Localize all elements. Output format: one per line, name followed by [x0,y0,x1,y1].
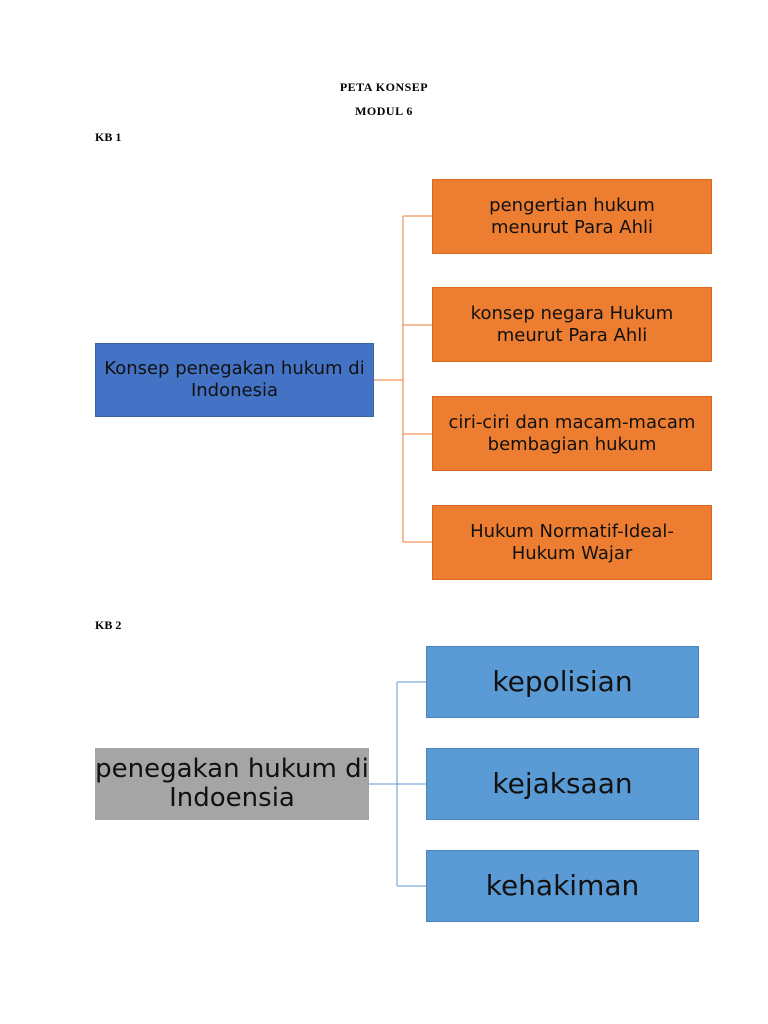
kb2-node-1 [426,646,699,718]
kb1-node-3 [432,396,712,471]
kb1-node-4 [432,505,712,580]
kb1-node-text: pengertian hukum menurut Para Ahli [489,194,655,238]
kb2-node-text: kepolisian [492,665,633,699]
kb2-node-3 [426,850,699,922]
kb2-label: KB 2 [95,618,122,632]
kb1-node-text: Hukum Normatif-Ideal-Hukum Wajar [470,520,674,564]
kb2-main-text: penegakan hukum di Indoensia [95,753,369,813]
kb1-label: KB 1 [95,130,122,144]
page-subtitle: MODUL 6 [355,104,413,118]
page-title: PETA KONSEP [339,80,429,94]
kb1-node-text: konsep negara Hukum meurut Para Ahli [470,302,674,346]
kb2-main-node [95,748,369,820]
kb2-node-text: kehakiman [485,869,640,903]
kb1-node-text: ciri-ciri dan macam-macam bembagian hukum [448,411,696,455]
kb2-node-text: kejaksaan [492,767,633,801]
kb1-node-1 [432,179,712,254]
kb1-main-text: Konsep penegakan hukum di Indonesia [104,358,365,401]
kb2-node-2 [426,748,699,820]
kb1-main-node [95,343,374,417]
kb1-node-2 [432,287,712,362]
